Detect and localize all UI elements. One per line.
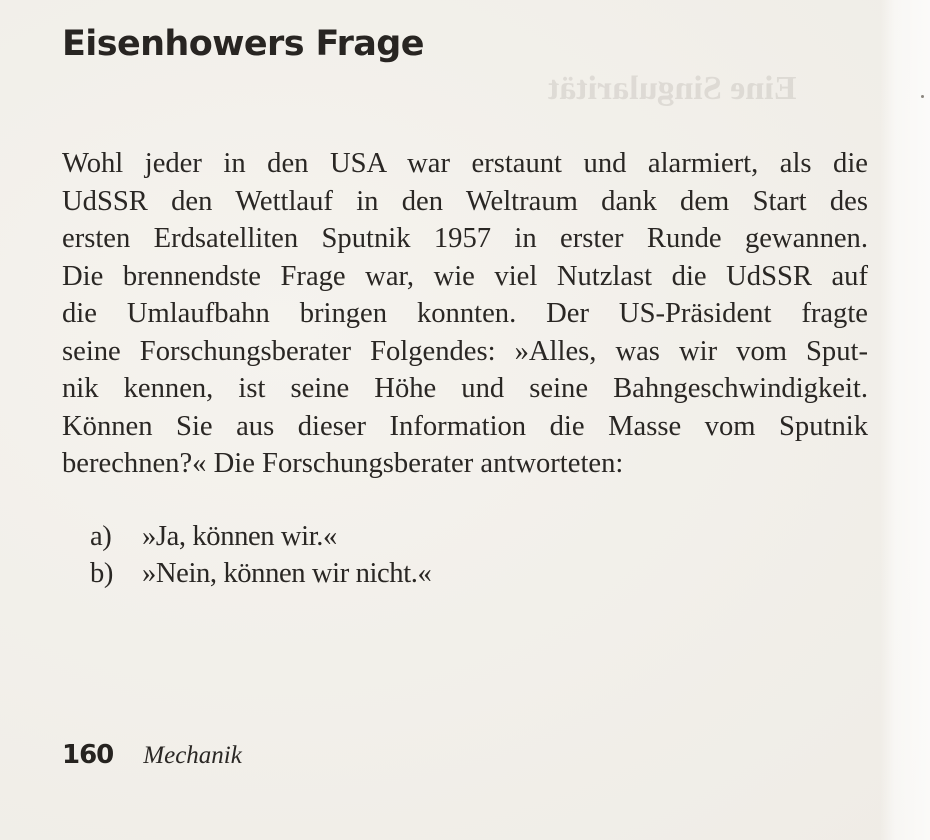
answer-option-a: [90, 518, 431, 555]
paragraph-line: UdSSR den Wettlauf in den Weltraum dank dem Start des: [62, 185, 868, 217]
page-number: 160: [62, 740, 114, 770]
paragraph-line: ersten Erdsatelliten Sputnik 1957 in erster Runde gewannen.: [62, 223, 868, 254]
answer-text: »Nein, können wir nicht.«: [142, 558, 432, 589]
paragraph-line: Wohl jeder in den USA war erstaunt und alarmiert, als die: [62, 148, 868, 179]
answer-text: »Ja, können wir.«: [142, 521, 337, 552]
chapter-name: Mechanik: [143, 742, 242, 769]
answer-marker: b): [90, 558, 114, 589]
paragraph-line: Können Sie aus dieser Information die Masse vom Sputnik: [62, 410, 868, 442]
answer-list: [90, 518, 431, 592]
answer-marker: a): [90, 521, 112, 552]
paragraph-line: berechnen?« Die Forschungsberater antworteten:: [62, 448, 624, 479]
paper-speck: [921, 95, 924, 98]
paragraph-line: die Umlaufbahn bringen konnten. Der US-Präsident fragte: [62, 298, 868, 329]
body-paragraph: [62, 145, 868, 483]
paragraph-line: nik kennen, ist seine Höhe und seine Bahngeschwindigkeit.: [62, 373, 868, 404]
paragraph-line: seine Forschungsberater Folgendes: »Alles, was wir vom Sput-: [62, 335, 868, 367]
answer-option-b: [90, 555, 431, 592]
section-heading: Eisenhowers Frage: [62, 24, 424, 64]
paragraph-line: Die brennendste Frage war, wie viel Nutzlast die UdSSR auf: [62, 260, 868, 292]
bleed-through-heading: Eine Singularität: [548, 70, 797, 107]
page-footer: [62, 740, 242, 770]
